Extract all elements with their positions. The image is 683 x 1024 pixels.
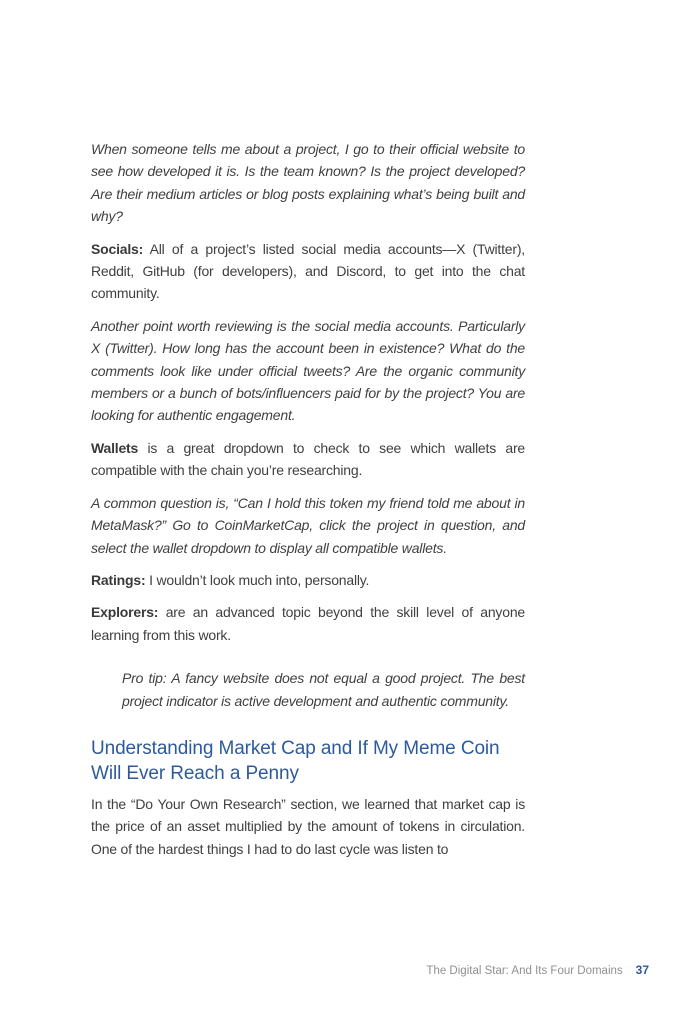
paragraph-wallets-text: is a great dropdown to check to see which wallets are compatible with the chain you’re researching. xyxy=(91,439,525,479)
page-content xyxy=(91,138,525,870)
page-number: 37 xyxy=(635,963,649,977)
paragraph-wallets xyxy=(91,437,525,482)
paragraph-metamask-note: A common question is, “Can I hold this token my friend told me about in MetaMask?” Go to CoinMarketCap, click the project in question, and select the wallet dropdown to display all compatible wallets. xyxy=(91,494,525,556)
paragraph-pro-tip: Pro tip: A fancy website does not equal a good project. The best project indicator is active development and authentic community. xyxy=(122,670,525,709)
paragraph-market-cap-intro: In the “Do Your Own Research” section, we learned that market cap is the price of an asset multiplied by the amount of tokens in circulation. One of the hardest things I had to do last cycle was listen to xyxy=(91,795,525,857)
paragraph-ratings xyxy=(91,569,525,591)
paragraph-wallets-lead: Wallets xyxy=(91,439,139,456)
paragraph-explorers-lead: Explorers: xyxy=(91,604,159,621)
section-heading-market-cap: Understanding Market Cap and If My Meme Coin Will Ever Reach a Penny xyxy=(91,737,500,784)
page-footer xyxy=(0,963,649,979)
paragraph-socials-text: All of a project’s listed social media accounts—X (Twitter), Reddit, GitHub (for developers), and Discord, to get into the chat community. xyxy=(91,240,525,302)
running-footer-title: The Digital Star: And Its Four Domains xyxy=(426,965,623,977)
paragraph-explorers-text: are an advanced topic beyond the skill level of anyone learning from this work. xyxy=(91,604,525,643)
paragraph-ratings-text: I wouldn’t look much into, personally. xyxy=(145,571,370,588)
paragraph-ratings-lead: Ratings: xyxy=(91,571,146,588)
paragraph-official-website-note: When someone tells me about a project, I go to their official website to see how developed it is. Is the team known? Is the project developed? Are their medium articles or blog posts explaining what’s being built and why? xyxy=(91,141,525,225)
paragraph-socials-lead: Socials: xyxy=(91,240,144,257)
paragraph-socials xyxy=(91,238,525,305)
paragraph-social-media-note: Another point worth reviewing is the social media accounts. Particularly X (Twitter). How long has the account been in existence? What do the comments look like under official tweets? Are the organic community members or a bunch of bots/influencers paid for by the project? You are looking for authentic engagement. xyxy=(91,317,525,424)
paragraph-explorers xyxy=(91,601,525,646)
